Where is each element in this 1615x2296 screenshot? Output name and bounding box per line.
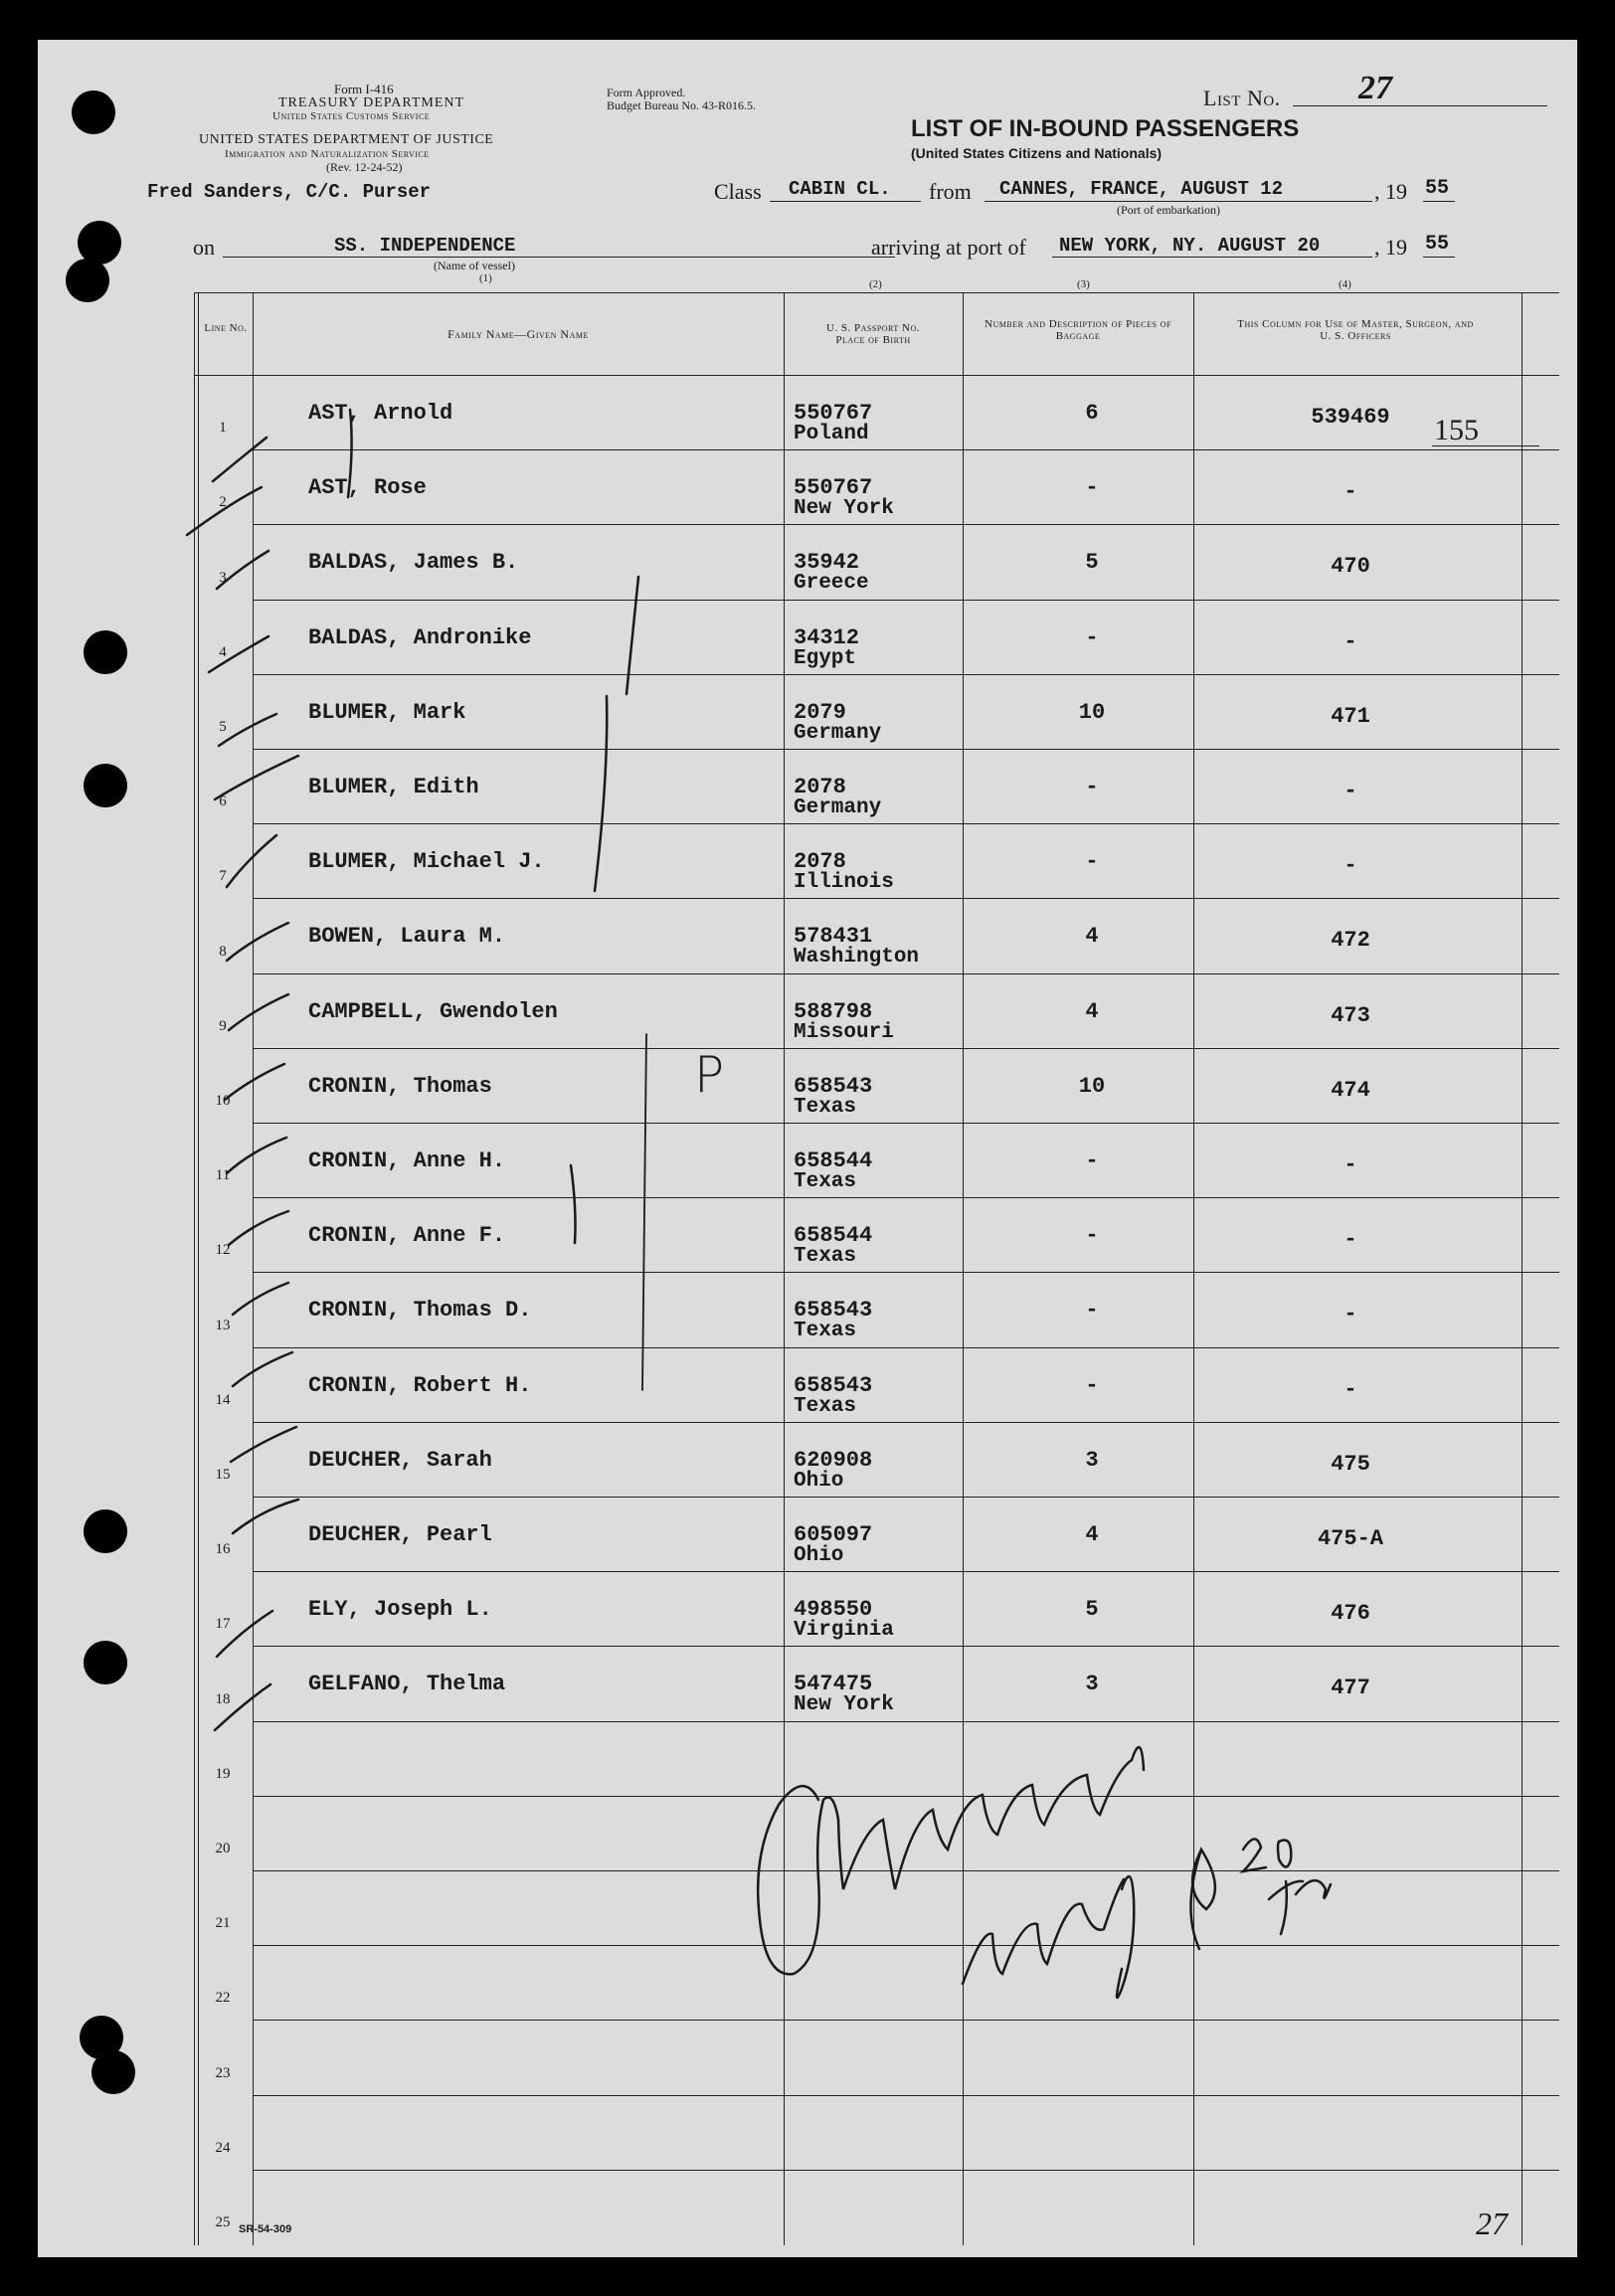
line-number: 15 [215, 1467, 231, 1483]
passenger-name: AST, Arnold [308, 401, 453, 426]
check-mark [233, 1500, 298, 1533]
passport-number: 550767 [794, 475, 873, 500]
place-of-birth: Texas [794, 1245, 857, 1268]
vessel-caption: (Name of vessel) [434, 259, 515, 272]
ins-service: Immigration and Naturalization Service [225, 148, 430, 160]
passenger-name: CAMPBELL, Gwendolen [308, 999, 558, 1024]
line-number: 14 [215, 1392, 231, 1408]
purser-name: Fred Sanders, C/C. Purser [147, 181, 432, 203]
passenger-name: BLUMER, Michael J. [308, 849, 545, 874]
handwritten-marks [38, 40, 1577, 2257]
form-approved: Form Approved. [607, 86, 686, 99]
place-of-birth: Egypt [794, 647, 857, 670]
passport-number: 588798 [794, 999, 873, 1024]
baggage-count: - [1085, 1373, 1099, 1398]
bracket-line [627, 577, 638, 694]
baggage-count: - [1085, 1223, 1099, 1248]
check-mark [229, 1211, 288, 1245]
line-number: 23 [215, 2065, 231, 2081]
arriving-value: NEW YORK, NY. AUGUST 20 [1059, 235, 1321, 257]
line-number: 17 [215, 1616, 231, 1632]
col-num-4: (4) [1339, 278, 1351, 290]
officer-entry: 477 [1331, 1676, 1370, 1700]
manifest-page [38, 40, 1577, 2257]
officer-entry: 475-A [1317, 1526, 1383, 1551]
passport-number: 2078 [794, 775, 846, 799]
check-mark [213, 438, 267, 481]
passport-number: 547475 [794, 1672, 873, 1696]
officer-entry: 473 [1331, 1003, 1370, 1028]
officer-entry: 475 [1331, 1452, 1370, 1477]
corner-note: 27 [1476, 2206, 1508, 2241]
officer-entry: 472 [1331, 928, 1370, 953]
baggage-count: 10 [1078, 1074, 1106, 1099]
check-mark [233, 1352, 292, 1386]
form-revision: (Rev. 12-24-52) [326, 160, 403, 174]
class-label: Class [714, 179, 762, 204]
passenger-name: ELY, Joseph L. [308, 1597, 492, 1622]
baggage-count: 6 [1085, 401, 1099, 426]
check-mark [227, 835, 276, 887]
line-number: 13 [215, 1318, 231, 1333]
passenger-name: CRONIN, Anne F. [308, 1223, 506, 1248]
line-number: 3 [219, 570, 227, 586]
passport-number: 658544 [794, 1223, 873, 1248]
baggage-count: 5 [1085, 1597, 1099, 1622]
officer-entry: - [1344, 1152, 1357, 1177]
passenger-name: CRONIN, Thomas D. [308, 1298, 532, 1323]
passenger-name: BLUMER, Mark [308, 700, 466, 725]
officer-entry: - [1344, 1227, 1357, 1252]
arrive-year-prefix: , 19 [1374, 235, 1407, 260]
check-mark [187, 487, 262, 535]
officer-entry: - [1344, 779, 1357, 803]
passenger-name: DEUCHER, Sarah [308, 1448, 492, 1473]
class-value: CABIN CL. [789, 178, 891, 200]
check-mark [209, 636, 269, 672]
col-num-2: (2) [869, 278, 882, 290]
officer-entry: - [1344, 479, 1357, 504]
from-value: CANNES, FRANCE, AUGUST 12 [999, 178, 1284, 200]
line-number: 2 [219, 494, 227, 510]
baggage-count: - [1085, 475, 1099, 500]
passport-number: 498550 [794, 1597, 873, 1622]
list-no-value: 27 [1358, 70, 1392, 106]
check-mark [225, 1064, 284, 1100]
line-number: 6 [219, 794, 227, 809]
line-number: 8 [219, 944, 227, 960]
header-officers: This Column for Use of Master, Surgeon, and U. S. Officers [1237, 318, 1474, 342]
hand-mark-p: P [694, 1046, 725, 1104]
place-of-birth: New York [794, 1693, 894, 1716]
passport-number: 550767 [794, 401, 873, 426]
passport-number: 658543 [794, 1074, 873, 1099]
place-of-birth: Texas [794, 1320, 857, 1342]
baggage-count: 3 [1085, 1448, 1099, 1473]
place-of-birth: Poland [794, 423, 869, 445]
check-mark [231, 1427, 296, 1462]
passport-number: 35942 [794, 550, 860, 575]
header-passport: U. S. Passport No. Place of Birth [825, 322, 921, 346]
header-name: Family Name—Given Name [448, 327, 589, 341]
officer-entry: - [1344, 1377, 1357, 1402]
treasury-department: TREASURY DEPARTMENT [278, 95, 465, 110]
margin-note: 155 [1434, 414, 1479, 446]
line-number: 20 [215, 1841, 231, 1856]
line-number: 24 [215, 2140, 231, 2156]
vessel-name: SS. INDEPENDENCE [334, 235, 516, 257]
check-mark [217, 1611, 272, 1657]
line-number: 25 [215, 2214, 231, 2230]
place-of-birth: Texas [794, 1170, 857, 1193]
check-mark [215, 1684, 270, 1730]
check-mark [233, 1283, 288, 1315]
passenger-name: CRONIN, Thomas [308, 1074, 492, 1099]
baggage-count: 10 [1078, 700, 1106, 725]
line-number: 12 [215, 1242, 231, 1258]
line-number: 16 [215, 1541, 231, 1557]
passenger-name: GELFANO, Thelma [308, 1672, 506, 1696]
place-of-birth: New York [794, 497, 894, 520]
col-num-1: (1) [479, 272, 492, 284]
from-year-prefix: , 19 [1374, 179, 1407, 204]
check-mark [215, 756, 298, 799]
place-of-birth: Greece [794, 572, 869, 595]
from-label: from [929, 179, 972, 204]
arrive-year: 55 [1425, 233, 1450, 256]
baggage-count: - [1085, 1148, 1099, 1173]
customs-service: United States Customs Service [272, 110, 431, 122]
place-of-birth: Virginia [794, 1619, 894, 1642]
line-number: 7 [219, 868, 227, 884]
signature [1190, 1850, 1214, 1949]
baggage-count: 4 [1085, 924, 1099, 949]
passenger-name: BALDAS, Andronike [308, 625, 532, 650]
officer-entry: - [1344, 853, 1357, 878]
passport-number: 620908 [794, 1448, 873, 1473]
passport-number: 658544 [794, 1148, 873, 1173]
place-of-birth: Illinois [794, 871, 894, 894]
passenger-name: AST, Rose [308, 475, 427, 500]
passport-number: 658543 [794, 1298, 873, 1323]
passport-number: 34312 [794, 625, 860, 650]
line-number: 9 [219, 1018, 227, 1034]
passport-number: 605097 [794, 1522, 873, 1547]
line-number: 18 [215, 1691, 231, 1707]
passport-number: 2078 [794, 849, 846, 874]
form-number: Form I-416 [334, 82, 394, 96]
baggage-count: 4 [1085, 999, 1099, 1024]
place-of-birth: Texas [794, 1096, 857, 1119]
place-of-birth: Missouri [794, 1021, 894, 1044]
line-number: 1 [219, 420, 227, 436]
justice-department: UNITED STATES DEPARTMENT OF JUSTICE [199, 132, 494, 147]
officer-entry: - [1344, 1302, 1357, 1326]
list-no-label: List No. [1203, 86, 1281, 110]
passenger-name: BOWEN, Laura M. [308, 924, 506, 949]
signature [963, 1876, 1134, 1998]
signature [758, 1747, 1144, 1974]
form-title: LIST OF IN-BOUND PASSENGERS [911, 115, 1300, 142]
header-line-no: Line No. [204, 322, 248, 334]
officer-entry: 470 [1331, 554, 1370, 579]
baggage-count: - [1085, 625, 1099, 650]
check-mark [227, 1138, 286, 1173]
baggage-count: 5 [1085, 550, 1099, 575]
passenger-name: CRONIN, Robert H. [308, 1373, 532, 1398]
passport-number: 578431 [794, 924, 873, 949]
passenger-name: BALDAS, James B. [308, 550, 519, 575]
bracket-line [642, 1034, 646, 1390]
passport-number: 658543 [794, 1373, 873, 1398]
officer-entry: 471 [1331, 704, 1370, 729]
bracket-line [595, 696, 607, 891]
header-baggage: Number and Description of Pieces of Baggage [985, 318, 1171, 342]
baggage-count: - [1085, 775, 1099, 799]
place-of-birth: Germany [794, 796, 882, 819]
officer-entry: 539469 [1311, 405, 1390, 430]
officer-entry: 474 [1331, 1078, 1370, 1103]
place-of-birth: Washington [794, 946, 920, 969]
line-number: 10 [215, 1093, 231, 1109]
check-mark [227, 923, 288, 961]
place-of-birth: Ohio [794, 1544, 844, 1567]
baggage-count: 4 [1085, 1522, 1099, 1547]
baggage-count: - [1085, 1298, 1099, 1323]
arriving-label: arriving at port of [871, 235, 1026, 260]
bracket-line [348, 410, 352, 497]
passport-number: 2079 [794, 700, 846, 725]
line-number: 19 [215, 1766, 231, 1782]
passenger-name: CRONIN, Anne H. [308, 1148, 506, 1173]
on-label: on [193, 235, 215, 260]
bracket-line [571, 1165, 576, 1243]
check-mark [217, 551, 269, 589]
passenger-name: DEUCHER, Pearl [308, 1522, 492, 1547]
check-mark [219, 714, 276, 746]
line-number: 21 [215, 1915, 231, 1931]
check-mark [229, 994, 288, 1030]
line-number: 4 [219, 644, 227, 660]
line-number: 11 [215, 1167, 231, 1183]
passenger-name: BLUMER, Edith [308, 775, 479, 799]
footer-code: SR-54-309 [239, 2223, 292, 2235]
signature [1243, 1839, 1291, 1871]
signature [1269, 1880, 1331, 1934]
port-embark-caption: (Port of embarkation) [1117, 203, 1220, 217]
baggage-count: - [1085, 849, 1099, 874]
line-number: 5 [219, 719, 227, 735]
col-num-3: (3) [1077, 278, 1090, 290]
form-subtitle: (United States Citizens and Nationals) [911, 145, 1163, 161]
line-number: 22 [215, 1990, 231, 2006]
officer-entry: - [1344, 629, 1357, 654]
place-of-birth: Texas [794, 1395, 857, 1418]
budget-bureau: Budget Bureau No. 43-R016.5. [607, 98, 756, 112]
officer-entry: 476 [1331, 1601, 1370, 1626]
place-of-birth: Germany [794, 722, 882, 745]
from-year: 55 [1425, 177, 1450, 200]
place-of-birth: Ohio [794, 1470, 844, 1493]
baggage-count: 3 [1085, 1672, 1099, 1696]
